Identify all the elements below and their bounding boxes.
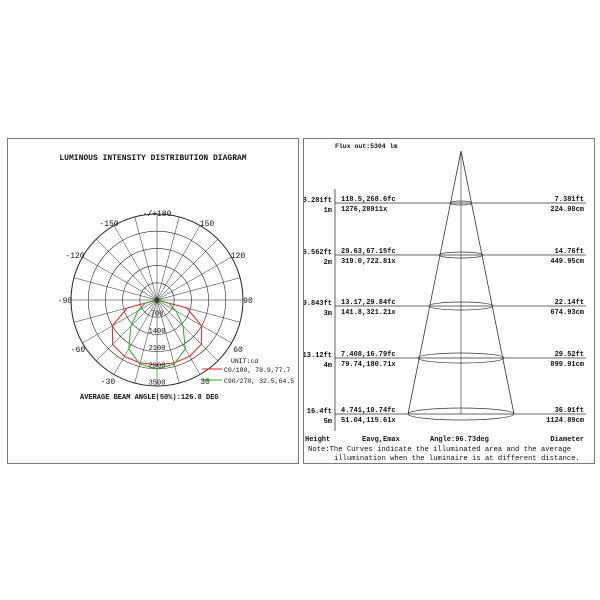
ring-value-label: 700 xyxy=(150,310,164,319)
eavg-fc: 7.408,16.79fc xyxy=(341,351,396,359)
angle-label-upper-right: 150 xyxy=(199,220,215,229)
polar-center-label: 0 xyxy=(154,298,160,306)
angle-label-bottom-right: 30 xyxy=(200,378,210,387)
cone-diagram xyxy=(304,139,594,463)
angle-label-left: -90 xyxy=(57,297,73,306)
height-m: 1m xyxy=(323,207,332,215)
diameter-ft: 7.381ft xyxy=(554,196,584,204)
polar-title: LUMINOUS INTENSITY DISTRIBUTION DIAGRAM xyxy=(59,154,247,163)
cone-row xyxy=(304,299,586,318)
polar-spoke xyxy=(154,298,231,343)
height-ft: 6.562ft xyxy=(304,249,332,257)
eavg-lx: 1276,28911x xyxy=(341,206,388,214)
eavg-fc: 13.17,29.84fc xyxy=(341,299,396,307)
ring-value-label: 2100 xyxy=(148,345,166,354)
cone-panel xyxy=(303,138,595,464)
footer-height-label: Height xyxy=(305,436,331,444)
height-ft: 16.4ft xyxy=(306,408,332,416)
height-ft: 9.843ft xyxy=(304,300,332,308)
ring-value-label: 2800 xyxy=(148,362,166,371)
eavg-lx: 79.74,180.71x xyxy=(341,361,396,369)
eavg-lx: 319.0,722.81x xyxy=(341,258,396,266)
angle-label-right: 90 xyxy=(243,297,253,306)
polar-spoke xyxy=(135,217,157,300)
polar-spoke xyxy=(83,257,157,300)
legend-label-c0: C0/180, 78.9,77.7 xyxy=(224,367,291,374)
angle-label-mid-upper-left: -120 xyxy=(65,252,85,261)
height-m: 4m xyxy=(323,362,332,370)
polar-spoke xyxy=(83,298,160,343)
height-ft: 13.12ft xyxy=(304,352,332,360)
angle-label-lower-left: -60 xyxy=(70,346,86,355)
note xyxy=(308,446,594,464)
beam-angle-label: AVERAGE BEAM ANGLE(50%):126.8 DEG xyxy=(80,394,219,402)
cone-row xyxy=(304,248,586,267)
diameter-ft: 36.91ft xyxy=(554,407,584,415)
polar-spoke xyxy=(157,257,231,300)
unit-label: UNIT:cd xyxy=(231,358,259,365)
flux-label: Flux out:5304 lm xyxy=(335,143,398,150)
polar-spoke xyxy=(157,226,200,300)
cone-row xyxy=(304,351,586,370)
polar-spoke xyxy=(74,278,157,300)
height-m: 2m xyxy=(323,259,332,267)
polar-spoke xyxy=(96,239,157,300)
diameter-cm: 224.98cm xyxy=(550,206,584,214)
ring-value-label: 1400 xyxy=(148,327,166,336)
cone-right-edge xyxy=(461,151,514,414)
footer-angle-label: Angle:96.73deg xyxy=(430,436,489,444)
height-m: 3m xyxy=(323,310,332,318)
diameter-ft: 29.52ft xyxy=(554,351,584,359)
legend-label-c90: C90/270, 32.5,64.5 xyxy=(224,378,295,385)
diameter-cm: 674.93cm xyxy=(550,309,584,317)
angle-label-mid-upper-right: 120 xyxy=(230,252,246,261)
height-m: 5m xyxy=(323,418,332,426)
eavg-fc: 4.741,10.74fc xyxy=(341,407,396,415)
angle-label-top: -/+180 xyxy=(142,210,172,219)
eavg-fc: 118.5,268.6fc xyxy=(341,196,396,204)
polar-panel xyxy=(7,138,299,464)
polar-spoke xyxy=(157,239,218,300)
eavg-lx: 141.8,321.21x xyxy=(341,309,396,317)
height-ft: 3.281ft xyxy=(304,197,332,205)
polar-chart xyxy=(8,139,298,463)
note-line-1: Note:The Curves indicate the illuminated area and the average xyxy=(308,446,572,454)
ring-value-label: 3500 xyxy=(148,379,166,388)
diameter-cm: 449.95cm xyxy=(550,258,584,266)
angle-label-lower-right: 60 xyxy=(233,346,243,355)
diameter-cm: 1124.89cm xyxy=(546,417,584,425)
footer-diameter-label: Diameter xyxy=(550,436,584,444)
diameter-ft: 22.14ft xyxy=(554,299,584,307)
diameter-ft: 14.76ft xyxy=(554,248,584,256)
diameter-cm: 899.91cm xyxy=(550,361,584,369)
cone-row xyxy=(307,407,586,426)
angle-label-bottom-left: -30 xyxy=(100,378,116,387)
polar-spoke xyxy=(157,278,240,300)
note-line-2: illumination when the luminaire is at different distance. xyxy=(334,455,580,463)
cone-left-edge xyxy=(408,151,461,414)
footer-eavg-label: Eavg,Emax xyxy=(362,436,400,444)
eavg-lx: 51.04,115.61x xyxy=(341,417,396,425)
eavg-fc: 29.63,67.15fc xyxy=(341,248,396,256)
polar-spoke xyxy=(157,217,179,300)
angle-label-upper-left: -150 xyxy=(99,220,119,229)
polar-spoke xyxy=(114,226,157,300)
cone-row xyxy=(304,196,586,215)
